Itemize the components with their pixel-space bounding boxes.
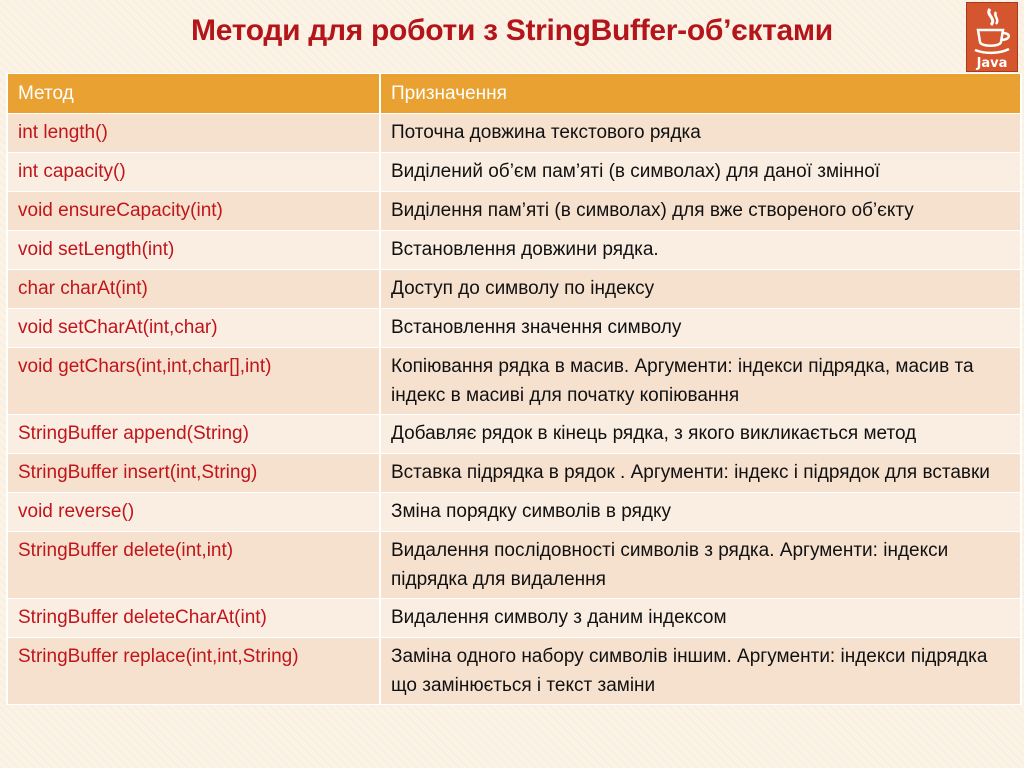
table-row [7, 309, 1021, 348]
description-cell: Видалення послідовності символів з рядка. Аргументи: індекси підрядка для видалення [380, 532, 1021, 599]
description-cell: Добавляє рядок в кінець рядка, з якого викликається метод [380, 415, 1021, 454]
method-cell: char charAt(int) [7, 270, 380, 309]
method-cell: StringBuffer replace(int,int,String) [7, 638, 380, 705]
method-cell: void reverse() [7, 493, 380, 532]
description-cell: Зміна порядку символів в рядку [380, 493, 1021, 532]
table-row [7, 114, 1021, 153]
table-row [7, 192, 1021, 231]
table-row [7, 270, 1021, 309]
method-cell: void setCharAt(int,char) [7, 309, 380, 348]
java-logo-text: Java [976, 56, 1008, 71]
method-cell: void getChars(int,int,char[],int) [7, 348, 380, 415]
method-cell: StringBuffer deleteCharAt(int) [7, 599, 380, 638]
table-row [7, 532, 1021, 599]
description-cell: Копіювання рядка в масив. Аргументи: індекси підрядка, масив та індекс в масиві для початку копіювання [380, 348, 1021, 415]
description-cell: Встановлення довжини рядка. [380, 231, 1021, 270]
table-row [7, 231, 1021, 270]
table-header-row [7, 74, 1021, 114]
column-header-method: Метод [7, 74, 380, 114]
table-row [7, 415, 1021, 454]
description-cell: Виділення пам’яті (в символах) для вже створеного об’єкту [380, 192, 1021, 231]
table-row [7, 493, 1021, 532]
method-cell: int length() [7, 114, 380, 153]
table-row [7, 348, 1021, 415]
java-logo [966, 2, 1018, 72]
slide-title: Методи для роботи з StringBuffer-об’єктами [191, 14, 833, 47]
java-cup-icon [967, 3, 1017, 55]
method-cell: void ensureCapacity(int) [7, 192, 380, 231]
description-cell: Вставка підрядка в рядок . Аргументи: індекс і підрядок для вставки [380, 454, 1021, 493]
description-cell: Встановлення значення символу [380, 309, 1021, 348]
method-cell: StringBuffer append(String) [7, 415, 380, 454]
methods-table [6, 73, 1022, 705]
method-cell: void setLength(int) [7, 231, 380, 270]
description-cell: Видалення символу з даним індексом [380, 599, 1021, 638]
table-row [7, 454, 1021, 493]
table-row [7, 638, 1021, 705]
description-cell: Виділений об’єм пам’яті (в символах) для даної змінної [380, 153, 1021, 192]
column-header-purpose: Призначення [380, 74, 1021, 114]
description-cell: Заміна одного набору символів іншим. Аргументи: індекси підрядка що замінюється і текст заміни [380, 638, 1021, 705]
method-cell: int capacity() [7, 153, 380, 192]
table-row [7, 153, 1021, 192]
table-row [7, 599, 1021, 638]
description-cell: Поточна довжина текстового рядка [380, 114, 1021, 153]
description-cell: Доступ до символу по індексу [380, 270, 1021, 309]
method-cell: StringBuffer delete(int,int) [7, 532, 380, 599]
method-cell: StringBuffer insert(int,String) [7, 454, 380, 493]
